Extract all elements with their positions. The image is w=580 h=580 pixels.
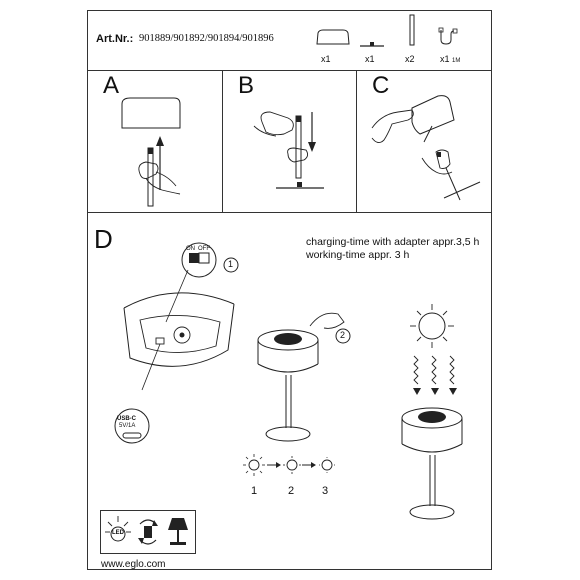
sun-icon xyxy=(283,456,301,474)
art-numbers: 901889/901892/901894/901896 xyxy=(139,33,274,44)
callout-number: 2 xyxy=(340,330,346,340)
usb-label: USB-C xyxy=(117,416,136,422)
part-qty: x2 xyxy=(405,54,415,64)
led-label: LED xyxy=(112,530,124,536)
sun-icon xyxy=(410,304,454,348)
brightness-sequence xyxy=(240,452,350,482)
recycle-battery-icon xyxy=(134,514,162,548)
shade-icon xyxy=(313,28,353,50)
switch-on-label: ON xyxy=(186,246,195,252)
sun-charging-illustration xyxy=(390,300,490,540)
part-qty: x1 xyxy=(440,54,450,64)
step-b-illustration xyxy=(236,92,356,212)
part-qty-row xyxy=(440,54,460,64)
switch-off-label: OFF xyxy=(198,246,210,252)
level-number: 2 xyxy=(288,485,295,497)
charging-time-text: charging-time with adapter appr.3,5 h xyxy=(306,236,480,248)
sun-icon xyxy=(243,454,265,476)
pole-icon xyxy=(407,14,417,48)
step-a-illustration xyxy=(100,90,220,210)
level-number: 1 xyxy=(251,485,258,497)
part-qty: x1 xyxy=(365,54,375,64)
divider xyxy=(222,70,223,213)
website-link[interactable]: www.eglo.com xyxy=(101,559,166,570)
divider xyxy=(356,70,357,213)
level-number: 3 xyxy=(322,485,329,497)
step-letter: B xyxy=(238,72,255,99)
sun-icon xyxy=(319,457,335,473)
working-time-text: working-time appr. 3 h xyxy=(306,249,410,261)
step-letter: A xyxy=(103,72,120,99)
table-lamp-icon xyxy=(164,514,192,548)
cable-length: 1M xyxy=(452,58,461,64)
step-letter: C xyxy=(372,72,390,99)
part-qty: x1 xyxy=(321,54,331,64)
section-letter: D xyxy=(94,224,113,254)
callout-number: 1 xyxy=(228,259,234,269)
shade-underside-illustration xyxy=(116,270,256,400)
usb-cable-icon xyxy=(437,28,459,46)
usb-rating: 5V/1A xyxy=(119,423,136,429)
step-c-illustration xyxy=(362,92,492,212)
base-plate-icon xyxy=(358,40,388,52)
art-label: Art.Nr.: xyxy=(96,33,134,45)
